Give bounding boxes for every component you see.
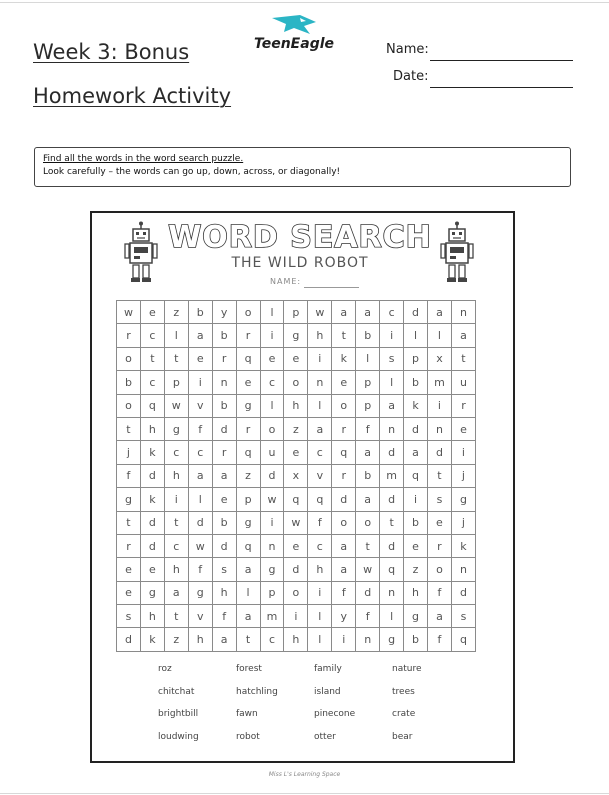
- grid-cell[interactable]: d: [380, 488, 404, 511]
- grid-cell[interactable]: l: [356, 347, 380, 370]
- grid-row: [117, 581, 476, 604]
- grid-cell[interactable]: a: [451, 324, 475, 347]
- grid-row: [117, 371, 476, 394]
- grid-cell[interactable]: c: [188, 441, 212, 464]
- grid-cell[interactable]: x: [284, 464, 308, 487]
- top-rule: [0, 2, 609, 3]
- grid-cell[interactable]: d: [380, 441, 404, 464]
- word-list-item: island: [314, 686, 341, 697]
- grid-cell[interactable]: r: [212, 347, 236, 370]
- grid-cell[interactable]: e: [140, 301, 164, 324]
- grid-cell[interactable]: j: [451, 511, 475, 534]
- grid-cell[interactable]: y: [332, 605, 356, 628]
- word-list-item: trees: [392, 686, 415, 697]
- grid-cell[interactable]: t: [164, 605, 188, 628]
- grid-cell[interactable]: l: [404, 324, 428, 347]
- grid-cell[interactable]: s: [117, 605, 141, 628]
- instructions-line-1: Find all the words in the word search puzzle.: [43, 154, 244, 164]
- grid-row: [117, 347, 476, 370]
- grid-cell[interactable]: e: [404, 534, 428, 557]
- grid-cell[interactable]: g: [404, 605, 428, 628]
- name-field[interactable]: [430, 60, 573, 61]
- grid-cell[interactable]: o: [236, 301, 260, 324]
- grid-row: [117, 605, 476, 628]
- grid-cell[interactable]: o: [260, 417, 284, 440]
- grid-cell[interactable]: g: [260, 558, 284, 581]
- grid-cell[interactable]: f: [356, 605, 380, 628]
- grid-cell[interactable]: g: [236, 511, 260, 534]
- grid-cell[interactable]: s: [380, 347, 404, 370]
- grid-cell[interactable]: c: [260, 628, 284, 652]
- grid-cell[interactable]: w: [284, 511, 308, 534]
- word-list-item: brightbill: [158, 709, 199, 719]
- grid-cell[interactable]: b: [212, 394, 236, 417]
- grid-cell[interactable]: d: [380, 534, 404, 557]
- grid-cell[interactable]: h: [188, 628, 212, 652]
- grid-cell[interactable]: q: [404, 464, 428, 487]
- grid-cell[interactable]: b: [117, 371, 141, 394]
- grid-cell[interactable]: a: [236, 558, 260, 581]
- grid-cell[interactable]: w: [260, 488, 284, 511]
- grid-cell[interactable]: d: [140, 511, 164, 534]
- name-label: Name:: [386, 42, 429, 57]
- grid-cell[interactable]: a: [427, 301, 451, 324]
- word-list-item: roz: [158, 664, 172, 674]
- grid-cell[interactable]: l: [188, 488, 212, 511]
- word-list: [118, 664, 514, 754]
- grid-cell[interactable]: i: [308, 581, 332, 604]
- instructions-box: [34, 147, 571, 187]
- word-list-item: otter: [314, 731, 336, 742]
- grid-cell[interactable]: h: [404, 581, 428, 604]
- grid-cell[interactable]: q: [284, 488, 308, 511]
- grid-cell[interactable]: p: [404, 347, 428, 370]
- grid-cell[interactable]: r: [332, 464, 356, 487]
- date-label: Date:: [393, 69, 429, 84]
- grid-cell[interactable]: i: [332, 628, 356, 652]
- grid-cell[interactable]: t: [427, 464, 451, 487]
- grid-cell[interactable]: g: [451, 488, 475, 511]
- grid-cell[interactable]: d: [140, 534, 164, 557]
- puzzle-name-label: NAME:: [270, 277, 302, 286]
- grid-cell[interactable]: d: [427, 441, 451, 464]
- grid-cell[interactable]: b: [212, 511, 236, 534]
- grid-cell[interactable]: r: [451, 394, 475, 417]
- grid-cell[interactable]: t: [332, 324, 356, 347]
- grid-cell[interactable]: z: [236, 464, 260, 487]
- grid-cell[interactable]: o: [117, 394, 141, 417]
- grid-cell[interactable]: t: [356, 534, 380, 557]
- word-list-item: chitchat: [158, 686, 195, 697]
- grid-cell[interactable]: i: [404, 488, 428, 511]
- grid-cell[interactable]: w: [356, 558, 380, 581]
- grid-row: [117, 511, 476, 534]
- grid-cell[interactable]: l: [308, 394, 332, 417]
- grid-cell[interactable]: t: [451, 347, 475, 370]
- grid-cell[interactable]: i: [260, 324, 284, 347]
- grid-cell[interactable]: a: [212, 628, 236, 652]
- grid-cell[interactable]: q: [332, 441, 356, 464]
- grid-cell[interactable]: f: [332, 581, 356, 604]
- grid-row: [117, 558, 476, 581]
- word-list-item: robot: [236, 731, 260, 742]
- grid-cell[interactable]: p: [236, 488, 260, 511]
- grid-cell[interactable]: d: [451, 581, 475, 604]
- grid-cell[interactable]: z: [164, 628, 188, 652]
- grid-cell[interactable]: i: [188, 371, 212, 394]
- grid-cell[interactable]: i: [260, 511, 284, 534]
- grid-cell[interactable]: e: [117, 581, 141, 604]
- grid-cell[interactable]: n: [356, 628, 380, 652]
- grid-cell[interactable]: t: [164, 347, 188, 370]
- grid-cell[interactable]: o: [332, 394, 356, 417]
- grid-cell[interactable]: n: [451, 558, 475, 581]
- grid-cell[interactable]: t: [236, 628, 260, 652]
- grid-cell[interactable]: y: [212, 301, 236, 324]
- grid-cell[interactable]: c: [140, 371, 164, 394]
- grid-cell[interactable]: l: [427, 324, 451, 347]
- grid-cell[interactable]: i: [284, 605, 308, 628]
- grid-cell[interactable]: k: [140, 488, 164, 511]
- grid-row: [117, 417, 476, 440]
- grid-cell[interactable]: m: [380, 464, 404, 487]
- grid-cell[interactable]: a: [164, 581, 188, 604]
- grid-cell[interactable]: d: [212, 417, 236, 440]
- word-list-item: crate: [392, 709, 416, 719]
- word-list-item: fawn: [236, 709, 258, 719]
- grid-cell[interactable]: e: [284, 347, 308, 370]
- grid-cell[interactable]: i: [451, 441, 475, 464]
- grid-cell[interactable]: a: [356, 441, 380, 464]
- grid-cell[interactable]: l: [308, 605, 332, 628]
- grid-cell[interactable]: q: [236, 534, 260, 557]
- grid-cell[interactable]: c: [308, 441, 332, 464]
- grid-cell[interactable]: c: [164, 534, 188, 557]
- grid-cell[interactable]: n: [308, 371, 332, 394]
- grid-cell[interactable]: b: [356, 324, 380, 347]
- grid-cell[interactable]: b: [356, 464, 380, 487]
- grid-cell[interactable]: f: [308, 511, 332, 534]
- grid-cell[interactable]: z: [284, 417, 308, 440]
- grid-cell[interactable]: s: [427, 488, 451, 511]
- grid-cell[interactable]: a: [404, 441, 428, 464]
- grid-cell[interactable]: i: [380, 324, 404, 347]
- grid-cell[interactable]: a: [236, 605, 260, 628]
- grid-cell[interactable]: k: [404, 394, 428, 417]
- grid-cell[interactable]: w: [188, 534, 212, 557]
- grid-row: [117, 301, 476, 324]
- grid-cell[interactable]: l: [380, 605, 404, 628]
- grid-cell[interactable]: d: [356, 581, 380, 604]
- grid-cell[interactable]: a: [188, 324, 212, 347]
- word-list-item: family: [314, 664, 342, 674]
- grid-cell[interactable]: k: [140, 628, 164, 652]
- grid-row: [117, 488, 476, 511]
- grid-cell[interactable]: u: [451, 371, 475, 394]
- grid-cell[interactable]: b: [404, 628, 428, 652]
- grid-cell[interactable]: r: [332, 417, 356, 440]
- grid-cell[interactable]: a: [380, 394, 404, 417]
- grid-cell[interactable]: e: [212, 488, 236, 511]
- grid-cell[interactable]: a: [212, 464, 236, 487]
- grid-cell[interactable]: n: [380, 581, 404, 604]
- grid-cell[interactable]: r: [212, 441, 236, 464]
- grid-cell[interactable]: z: [404, 558, 428, 581]
- grid-cell[interactable]: l: [260, 301, 284, 324]
- grid-cell[interactable]: h: [308, 558, 332, 581]
- grid-cell[interactable]: l: [260, 394, 284, 417]
- grid-cell[interactable]: g: [188, 581, 212, 604]
- grid-cell[interactable]: a: [332, 534, 356, 557]
- grid-cell[interactable]: w: [308, 301, 332, 324]
- grid-cell[interactable]: w: [164, 394, 188, 417]
- grid-cell[interactable]: a: [356, 488, 380, 511]
- grid-cell[interactable]: g: [380, 628, 404, 652]
- bottom-rule: [0, 793, 609, 794]
- grid-cell[interactable]: l: [308, 628, 332, 652]
- grid-cell[interactable]: o: [284, 371, 308, 394]
- grid-cell[interactable]: b: [404, 511, 428, 534]
- grid-cell[interactable]: k: [140, 441, 164, 464]
- grid-cell[interactable]: r: [236, 417, 260, 440]
- grid-cell[interactable]: r: [427, 534, 451, 557]
- title-line-1: Week 3: Bonus: [33, 40, 190, 64]
- grid-cell[interactable]: d: [332, 488, 356, 511]
- grid-cell[interactable]: n: [380, 417, 404, 440]
- word-list-item: hatchling: [236, 686, 278, 697]
- grid-cell[interactable]: g: [236, 394, 260, 417]
- grid-cell[interactable]: f: [212, 605, 236, 628]
- footer-credit: Miss L's Learning Space: [268, 771, 341, 778]
- eagle-icon: [270, 14, 318, 36]
- grid-cell[interactable]: j: [117, 441, 141, 464]
- grid-cell[interactable]: c: [140, 324, 164, 347]
- grid-cell[interactable]: e: [284, 534, 308, 557]
- grid-cell[interactable]: h: [164, 558, 188, 581]
- word-list-item: pinecone: [314, 709, 356, 719]
- grid-cell[interactable]: w: [117, 301, 141, 324]
- grid-cell[interactable]: h: [140, 605, 164, 628]
- grid-cell[interactable]: q: [236, 347, 260, 370]
- grid-cell[interactable]: g: [164, 417, 188, 440]
- grid-cell[interactable]: d: [188, 511, 212, 534]
- grid-cell[interactable]: m: [260, 605, 284, 628]
- letter-grid: [116, 300, 476, 652]
- grid-cell[interactable]: q: [308, 488, 332, 511]
- grid-cell[interactable]: d: [117, 628, 141, 652]
- word-search-heading-text: WORD SEARCH: [168, 220, 432, 255]
- grid-cell[interactable]: t: [380, 511, 404, 534]
- grid-cell[interactable]: t: [117, 511, 141, 534]
- grid-cell[interactable]: a: [188, 464, 212, 487]
- grid-cell[interactable]: h: [284, 628, 308, 652]
- grid-cell[interactable]: f: [427, 581, 451, 604]
- grid-cell[interactable]: j: [451, 464, 475, 487]
- grid-cell[interactable]: a: [308, 417, 332, 440]
- grid-row: [117, 441, 476, 464]
- grid-cell[interactable]: v: [188, 394, 212, 417]
- grid-cell[interactable]: e: [427, 511, 451, 534]
- grid-cell[interactable]: v: [188, 605, 212, 628]
- grid-cell[interactable]: s: [451, 605, 475, 628]
- word-search-subtitle: THE WILD ROBOT: [231, 255, 369, 271]
- grid-cell[interactable]: i: [427, 394, 451, 417]
- grid-cell[interactable]: g: [140, 581, 164, 604]
- grid-cell[interactable]: n: [427, 417, 451, 440]
- grid-cell[interactable]: f: [188, 558, 212, 581]
- grid-cell[interactable]: e: [236, 371, 260, 394]
- grid-cell[interactable]: t: [140, 347, 164, 370]
- grid-cell[interactable]: p: [356, 371, 380, 394]
- title-line-2: Homework Activity: [33, 84, 232, 108]
- grid-cell[interactable]: n: [212, 371, 236, 394]
- grid-cell[interactable]: i: [308, 347, 332, 370]
- grid-cell[interactable]: k: [451, 534, 475, 557]
- grid-cell[interactable]: a: [427, 605, 451, 628]
- grid-cell[interactable]: c: [260, 371, 284, 394]
- grid-cell[interactable]: x: [427, 347, 451, 370]
- grid-cell[interactable]: e: [188, 347, 212, 370]
- grid-row: [117, 464, 476, 487]
- grid-cell[interactable]: g: [284, 324, 308, 347]
- grid-cell[interactable]: k: [332, 347, 356, 370]
- grid-cell[interactable]: d: [212, 534, 236, 557]
- word-list-item: forest: [236, 664, 262, 674]
- grid-cell[interactable]: a: [332, 558, 356, 581]
- grid-cell[interactable]: u: [260, 441, 284, 464]
- grid-cell[interactable]: n: [451, 301, 475, 324]
- grid-cell[interactable]: v: [308, 464, 332, 487]
- grid-cell[interactable]: f: [356, 417, 380, 440]
- grid-cell[interactable]: f: [188, 417, 212, 440]
- puzzle-name-field[interactable]: [304, 287, 359, 288]
- grid-row: [117, 324, 476, 347]
- grid-cell[interactable]: t: [164, 511, 188, 534]
- grid-cell[interactable]: h: [284, 394, 308, 417]
- grid-cell[interactable]: e: [260, 347, 284, 370]
- grid-cell[interactable]: e: [140, 558, 164, 581]
- grid-cell[interactable]: d: [284, 558, 308, 581]
- grid-cell[interactable]: p: [284, 301, 308, 324]
- grid-cell[interactable]: o: [117, 347, 141, 370]
- grid-cell[interactable]: e: [451, 417, 475, 440]
- grid-cell[interactable]: l: [236, 581, 260, 604]
- grid-cell[interactable]: f: [427, 628, 451, 652]
- grid-cell[interactable]: a: [332, 301, 356, 324]
- date-field[interactable]: [430, 87, 573, 88]
- grid-cell[interactable]: m: [427, 371, 451, 394]
- grid-cell[interactable]: e: [284, 441, 308, 464]
- grid-cell[interactable]: q: [451, 628, 475, 652]
- grid-row: [117, 628, 476, 652]
- grid-cell[interactable]: d: [260, 464, 284, 487]
- grid-cell[interactable]: p: [164, 371, 188, 394]
- grid-cell[interactable]: o: [427, 558, 451, 581]
- grid-cell[interactable]: c: [380, 301, 404, 324]
- grid-cell[interactable]: e: [117, 558, 141, 581]
- grid-cell[interactable]: o: [356, 511, 380, 534]
- grid-row: [117, 394, 476, 417]
- grid-cell[interactable]: h: [212, 581, 236, 604]
- grid-row: [117, 534, 476, 557]
- grid-cell[interactable]: z: [164, 301, 188, 324]
- grid-cell[interactable]: s: [212, 558, 236, 581]
- grid-cell[interactable]: p: [356, 394, 380, 417]
- grid-cell[interactable]: d: [404, 417, 428, 440]
- grid-cell[interactable]: e: [332, 371, 356, 394]
- grid-cell[interactable]: l: [164, 324, 188, 347]
- brand-logo: [248, 14, 340, 58]
- grid-cell[interactable]: c: [308, 534, 332, 557]
- grid-cell[interactable]: b: [212, 324, 236, 347]
- grid-cell[interactable]: q: [236, 441, 260, 464]
- grid-cell[interactable]: h: [164, 464, 188, 487]
- instructions-line-2: Look carefully – the words can go up, down, across, or diagonally!: [43, 167, 341, 177]
- grid-cell[interactable]: q: [140, 394, 164, 417]
- brand-name: TeenEagle: [253, 36, 335, 52]
- word-search-heading: [150, 216, 450, 256]
- word-list-item: loudwing: [158, 731, 199, 742]
- grid-cell[interactable]: r: [236, 324, 260, 347]
- word-list-item: bear: [392, 731, 413, 742]
- grid-cell[interactable]: d: [140, 464, 164, 487]
- grid-cell[interactable]: p: [260, 581, 284, 604]
- grid-cell[interactable]: t: [117, 417, 141, 440]
- grid-cell[interactable]: h: [140, 417, 164, 440]
- grid-cell[interactable]: r: [117, 534, 141, 557]
- grid-cell[interactable]: o: [284, 581, 308, 604]
- grid-cell[interactable]: l: [380, 371, 404, 394]
- grid-cell[interactable]: b: [188, 301, 212, 324]
- grid-cell[interactable]: h: [308, 324, 332, 347]
- grid-cell[interactable]: d: [404, 301, 428, 324]
- grid-cell[interactable]: f: [117, 464, 141, 487]
- grid-cell[interactable]: g: [117, 488, 141, 511]
- grid-cell[interactable]: r: [117, 324, 141, 347]
- grid-cell[interactable]: b: [404, 371, 428, 394]
- grid-cell[interactable]: a: [356, 301, 380, 324]
- grid-cell[interactable]: c: [164, 441, 188, 464]
- grid-cell[interactable]: n: [260, 534, 284, 557]
- grid-cell[interactable]: q: [380, 558, 404, 581]
- grid-cell[interactable]: i: [164, 488, 188, 511]
- word-list-item: nature: [392, 664, 422, 674]
- grid-cell[interactable]: o: [332, 511, 356, 534]
